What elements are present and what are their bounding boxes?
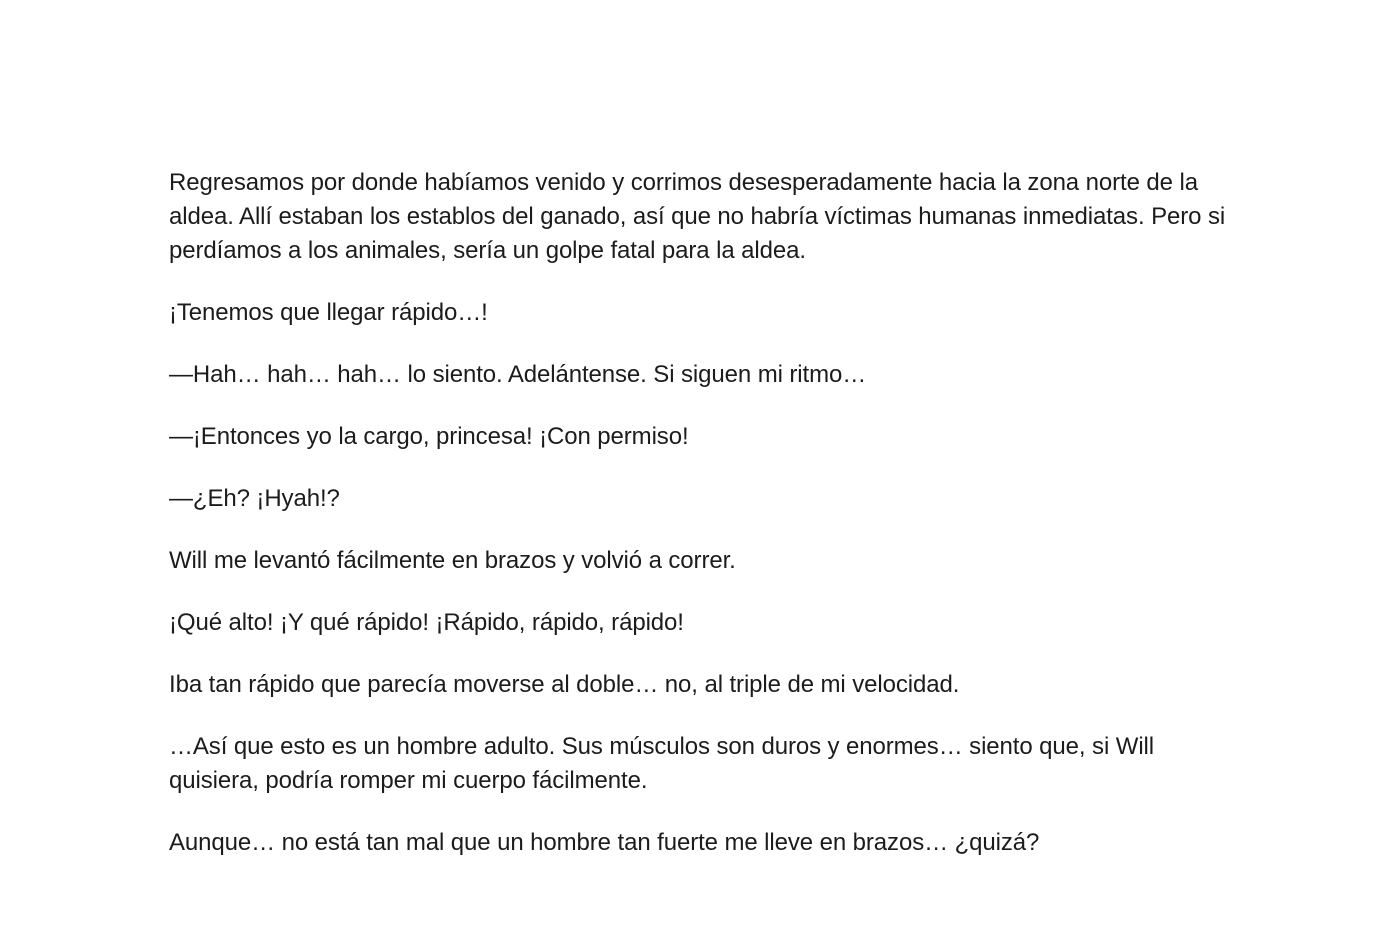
paragraph: …Así que esto es un hombre adulto. Sus músculos son duros y enormes… siento que, si Will quisiera, podría romper mi cuerpo fácilmente. [169, 733, 1155, 794]
paragraph: Regresamos por donde habíamos venido y corrimos desesperadamente hacia la zona norte de la aldea. Allí estaban los establos del ganado, así que no habría víctimas humanas inmediatas. Pero si perdíamos a los animales, sería un golpe fatal para la aldea. [169, 169, 1226, 264]
paragraph: —Hah… hah… hah… lo siento. Adelántense. Si siguen mi ritmo… [169, 361, 867, 388]
paragraph: —¡Entonces yo la cargo, princesa! ¡Con permiso! [169, 423, 689, 450]
paragraph: —¿Eh? ¡Hyah!? [169, 485, 340, 512]
paragraph: Iba tan rápido que parecía moverse al doble… no, al triple de mi velocidad. [169, 671, 960, 698]
document-body [169, 166, 1239, 888]
paragraph: Will me levantó fácilmente en brazos y volvió a correr. [169, 547, 736, 574]
paragraph: ¡Tenemos que llegar rápido…! [169, 299, 488, 326]
paragraph: ¡Qué alto! ¡Y qué rápido! ¡Rápido, rápido, rápido! [169, 609, 684, 636]
paragraph: Aunque… no está tan mal que un hombre tan fuerte me lleve en brazos… ¿quizá? [169, 829, 1040, 856]
